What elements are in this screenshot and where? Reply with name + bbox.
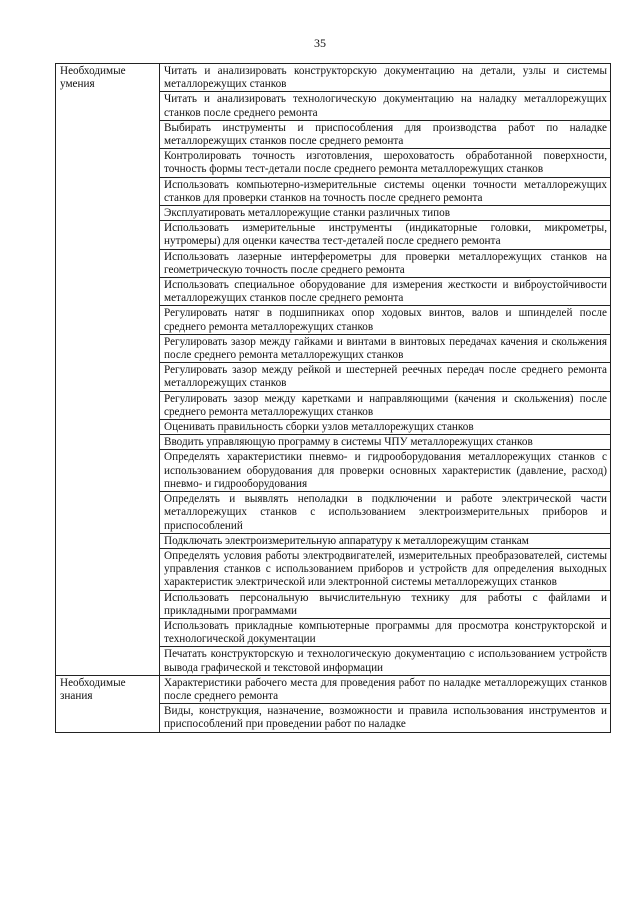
requirement-item: Определять условия работы электродвигателей, измерительных преобразователей, системы управления станков с использованием приборов и устройств для определения выходных характеристик электрической или электронной системы металлорежущих станков <box>160 548 611 590</box>
section-label: Необходимые знания <box>56 675 160 732</box>
requirement-item: Виды, конструкция, назначение, возможности и правила использования инструментов и приспособлений при проведении работ по наладке <box>160 704 611 732</box>
section-label: Необходимые умения <box>56 64 160 676</box>
requirement-item: Регулировать натяг в подшипниках опор ходовых винтов, валов и шпинделей после среднего ремонта металлорежущих станков <box>160 306 611 334</box>
requirement-item: Характеристики рабочего места для проведения работ по наладке металлорежущих станков после среднего ремонта <box>160 675 611 703</box>
requirement-item: Оценивать правильность сборки узлов металлорежущих станков <box>160 420 611 435</box>
requirement-item: Эксплуатировать металлорежущие станки различных типов <box>160 206 611 221</box>
requirement-item: Читать и анализировать конструкторскую документацию на детали, узлы и системы металлорежущих станков <box>160 64 611 92</box>
requirement-item: Печатать конструкторскую и технологическую документацию с использованием устройств вывода графической и текстовой информации <box>160 647 611 675</box>
requirement-item: Определять и выявлять неполадки в подключении и работе электрической части металлорежущих станков с использованием электроизмерительных приборов и приспособлений <box>160 492 611 534</box>
requirement-item: Подключать электроизмерительную аппаратуру к металлорежущим станкам <box>160 533 611 548</box>
requirement-item: Использовать прикладные компьютерные программы для просмотра конструкторской и технологической документации <box>160 618 611 646</box>
requirements-table <box>55 63 611 733</box>
requirement-item: Использовать лазерные интерферометры для проверки металлорежущих станков на геометрическую точность после среднего ремонта <box>160 249 611 277</box>
requirement-item: Регулировать зазор между каретками и направляющими (качения и скольжения) после среднего ремонта металлорежущих станков <box>160 391 611 419</box>
requirement-item: Выбирать инструменты и приспособления для производства работ по наладке металлорежущих станков после среднего ремонта <box>160 120 611 148</box>
table-row <box>56 675 611 703</box>
requirement-item: Использовать персональную вычислительную технику для работы с файлами и прикладными программами <box>160 590 611 618</box>
requirement-item: Использовать измерительные инструменты (индикаторные головки, микрометры, нутромеры) для оценки качества тест-деталей после среднего ремонта <box>160 221 611 249</box>
table-row <box>56 64 611 92</box>
requirement-item: Регулировать зазор между рейкой и шестерней реечных передач после среднего ремонта металлорежущих станков <box>160 363 611 391</box>
requirement-item: Определять характеристики пневмо- и гидрооборудования металлорежущих станков с использованием оборудования для проверки основных характеристик (давление, расход) пневмо- и гидрооборудования <box>160 450 611 492</box>
requirement-item: Вводить управляющую программу в системы ЧПУ металлорежущих станков <box>160 435 611 450</box>
requirement-item: Читать и анализировать технологическую документацию на наладку металлорежущих станков после среднего ремонта <box>160 92 611 120</box>
requirement-item: Регулировать зазор между гайками и винтами в винтовых передачах качения и скольжения после среднего ремонта металлорежущих станков <box>160 334 611 362</box>
requirement-item: Использовать специальное оборудование для измерения жесткости и виброустойчивости металлорежущих станков после среднего ремонта <box>160 278 611 306</box>
requirement-item: Использовать компьютерно-измерительные системы оценки точности металлорежущих станков для проверки станков на точность после среднего ремонта <box>160 177 611 205</box>
requirement-item: Контролировать точность изготовления, шероховатость обработанной поверхности, точность формы тест-детали после среднего ремонта металлорежущих станков <box>160 149 611 177</box>
page-number: 35 <box>314 36 326 50</box>
